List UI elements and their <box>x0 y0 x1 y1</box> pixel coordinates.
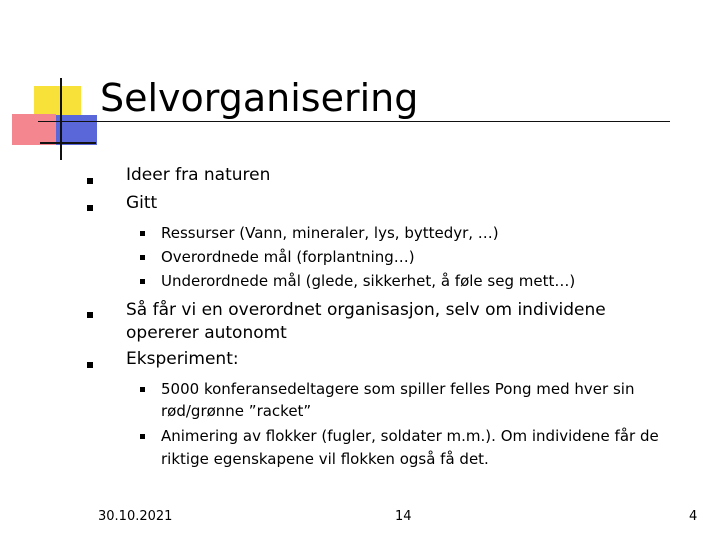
sub-bullet-item: Overordnede mål (forplantning…) <box>161 248 415 266</box>
bullet-item: Gitt <box>126 193 158 213</box>
bullet-item-line1: Så får vi en overordnet organisasjon, selv om individene <box>126 300 606 320</box>
sub-bullet-marker-icon <box>140 279 145 284</box>
footer-date: 30.10.2021 <box>98 509 173 524</box>
sub-bullet-item-line1: 5000 konferansedeltagere som spiller felles Pong med hver sin <box>161 380 635 398</box>
bullet-marker-icon <box>87 312 93 318</box>
sub-bullet-item-line2: rød/grønne ”racket” <box>161 402 312 420</box>
bullet-item: Eksperiment: <box>126 349 239 369</box>
sub-bullet-item: Underordnede mål (glede, sikkerhet, å føle seg mett…) <box>161 272 576 290</box>
sub-bullet-item: Ressurser (Vann, mineraler, lys, byttedyr, …) <box>161 224 499 242</box>
sub-bullet-item-line1: Animering av flokker (fugler, soldater m.m.). Om individene får de <box>161 427 659 445</box>
sub-bullet-marker-icon <box>140 231 145 236</box>
slide-title: Selvorganisering <box>100 76 419 120</box>
sub-bullet-marker-icon <box>140 387 145 392</box>
bullet-item-line2: opererer autonomt <box>126 323 287 343</box>
sub-bullet-marker-icon <box>140 434 145 439</box>
sub-bullet-item-line2: riktige egenskapene vil flokken også få det. <box>161 450 489 468</box>
page-number: 4 <box>689 509 698 524</box>
bullet-marker-icon <box>87 178 93 184</box>
bullet-marker-icon <box>87 362 93 368</box>
bullet-marker-icon <box>87 205 93 211</box>
bullet-item: Ideer fra naturen <box>126 165 271 185</box>
sub-bullet-marker-icon <box>140 255 145 260</box>
footer-center-number: 14 <box>395 509 412 524</box>
